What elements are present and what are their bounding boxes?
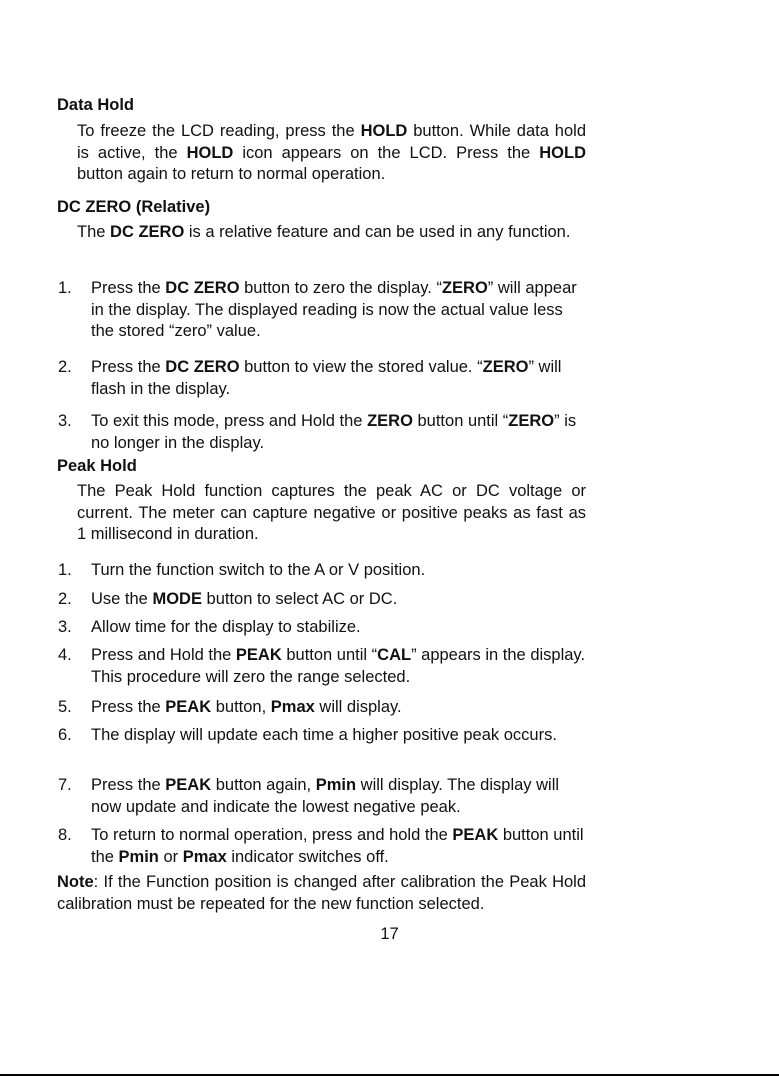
list-item: Press the PEAK button, Pmax will display.: [91, 698, 402, 716]
list-item-number: 2.: [58, 590, 72, 608]
hold-keyword: HOLD: [186, 143, 234, 162]
list-item: Press the PEAK button again, Pmin will display. The display will now update and indicate the lowest negative peak.: [91, 776, 560, 816]
list-item-number: 3.: [58, 412, 72, 430]
data-hold-heading: Data Hold: [57, 96, 135, 114]
list-item-number: 3.: [58, 618, 72, 636]
page-bottom-border: [0, 1074, 779, 1076]
list-item-number: 8.: [58, 826, 72, 844]
note-paragraph: Note: If the Function position is changed after calibration the Peak Hold calibration must be repeated for the new function selected.: [57, 873, 586, 913]
list-item-number: 6.: [58, 726, 72, 744]
list-item-number: 1.: [58, 279, 72, 297]
data-hold-paragraph: To freeze the LCD reading, press the HOLD button. While data hold is active, the HOLD icon appears on the LCD. Press the HOLD button again to return to normal operation.: [77, 122, 586, 183]
list-item-number: 4.: [58, 646, 72, 664]
dc-zero-heading: DC ZERO (Relative): [57, 198, 211, 216]
list-item: To return to normal operation, press and hold the PEAK button until the Pmin or Pmax indicator switches off.: [91, 826, 584, 866]
hold-keyword: HOLD: [360, 122, 408, 140]
list-item: Turn the function switch to the A or V position.: [91, 561, 426, 579]
list-item: Press the DC ZERO button to zero the display. “ZERO” will appear in the display. The displayed reading is now the actual value less the stored “zero” value.: [91, 279, 577, 340]
list-item-number: 5.: [58, 698, 72, 716]
list-item: The display will update each time a higher positive peak occurs.: [91, 726, 557, 744]
page-number: 17: [380, 925, 399, 943]
list-item: Press and Hold the PEAK button until “CAL” appears in the display. This procedure will zero the range selected.: [91, 646, 586, 686]
list-item-number: 7.: [58, 776, 72, 794]
peak-hold-heading: Peak Hold: [57, 457, 137, 475]
list-item: Allow time for the display to stabilize.: [91, 618, 361, 636]
peak-hold-intro: The Peak Hold function captures the peak AC or DC voltage or current. The meter can capture negative or positive peaks as fast as 1 millisecond in duration.: [77, 482, 586, 543]
dc-zero-intro: The DC ZERO is a relative feature and can be used in any function.: [77, 223, 571, 241]
note-label: Note: [57, 873, 94, 891]
list-item: To exit this mode, press and Hold the ZERO button until “ZERO” is no longer in the display.: [91, 412, 577, 452]
hold-keyword: HOLD: [539, 143, 586, 162]
list-item: Use the MODE button to select AC or DC.: [91, 590, 398, 608]
list-item-number: 1.: [58, 561, 72, 579]
list-item: Press the DC ZERO button to view the stored value. “ZERO” will flash in the display.: [91, 358, 562, 398]
list-item-number: 2.: [58, 358, 72, 376]
